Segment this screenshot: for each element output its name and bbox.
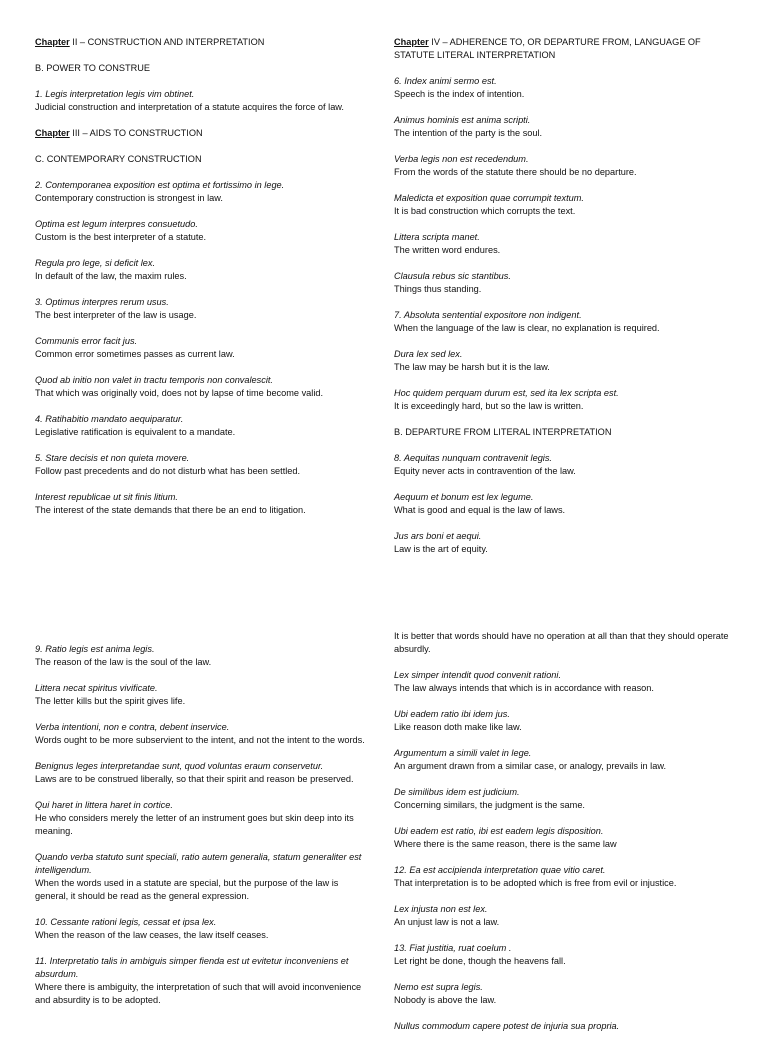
translation: Things thus standing.	[394, 284, 482, 294]
latin-maxim: Maledicta et exposition quae corrumpit textum.	[394, 193, 584, 203]
chapter-word: Chapter	[35, 37, 70, 47]
translation: Concerning similars, the judgment is the same.	[394, 800, 585, 810]
maxim	[394, 786, 729, 812]
maxim	[35, 491, 370, 517]
chapter-word: Chapter	[35, 128, 70, 138]
chapter-title: IV – ADHERENCE TO, OR DEPARTURE FROM, LANGUAGE OF STATUTE LITERAL INTERPRETATION	[394, 37, 701, 60]
latin-maxim: 1. Legis interpretation legis vim obtinet.	[35, 89, 195, 99]
maxim	[35, 851, 370, 903]
translation: Speech is the index of intention.	[394, 89, 525, 99]
column-2	[394, 36, 729, 569]
latin-maxim: Ubi eadem est ratio, ibi est eadem legis disposition.	[394, 826, 604, 836]
latin-maxim: Hoc quidem perquam durum est, sed ita lex scripta est.	[394, 388, 619, 398]
translation: Like reason doth make like law.	[394, 722, 522, 732]
translation: It is exceedingly hard, but so the law is written.	[394, 401, 584, 411]
latin-maxim: 6. Index animi sermo est.	[394, 76, 497, 86]
maxim	[35, 179, 370, 205]
maxim	[35, 916, 370, 942]
maxim	[394, 530, 729, 556]
latin-maxim: Littera necat spiritus vivificate.	[35, 683, 158, 693]
maxim	[35, 335, 370, 361]
maxim	[35, 413, 370, 439]
translation: Equity never acts in contravention of the law.	[394, 466, 576, 476]
maxim	[35, 218, 370, 244]
latin-maxim: 12. Ea est accipienda interpretation quae vitio caret.	[394, 865, 606, 875]
translation: Laws are to be construed liberally, so that their spirit and reason be preserved.	[35, 774, 354, 784]
chapter-2-heading	[35, 36, 370, 49]
maxim	[35, 257, 370, 283]
latin-maxim: Regula pro lege, si deficit lex.	[35, 258, 156, 268]
translation: Where there is ambiguity, the interpretation of such that will avoid inconvenience and absurdity is to be adopted.	[35, 982, 362, 1005]
latin-maxim: 5. Stare decisis et non quieta movere.	[35, 453, 190, 463]
maxim	[35, 682, 370, 708]
maxim	[35, 955, 370, 1007]
latin-maxim: Littera scripta manet.	[394, 232, 480, 242]
maxim	[394, 825, 729, 851]
translation: Where there is the same reason, there is the same law	[394, 839, 617, 849]
translation: The law always intends that which is in accordance with reason.	[394, 683, 654, 693]
maxim	[394, 708, 729, 734]
latin-maxim: Quod ab initio non valet in tractu temporis non convalescit.	[35, 375, 273, 385]
section-heading: B. DEPARTURE FROM LITERAL INTERPRETATION	[394, 427, 612, 437]
maxim	[35, 374, 370, 400]
maxim	[394, 270, 729, 296]
latin-maxim: Communis error facit jus.	[35, 336, 138, 346]
maxim	[394, 75, 729, 101]
maxim	[35, 760, 370, 786]
latin-maxim: Lex simper intendit quod convenit rationi.	[394, 670, 562, 680]
latin-maxim: Clausula rebus sic stantibus.	[394, 271, 511, 281]
translation: Common error sometimes passes as current law.	[35, 349, 235, 359]
latin-maxim: Nemo est supra legis.	[394, 982, 483, 992]
latin-maxim: Jus ars boni et aequi.	[394, 531, 482, 541]
translation: An unjust law is not a law.	[394, 917, 500, 927]
maxim	[394, 452, 729, 478]
latin-maxim: 3. Optimus interpres rerum usus.	[35, 297, 169, 307]
translation: That interpretation is to be adopted which is free from evil or injustice.	[394, 878, 677, 888]
maxim	[394, 231, 729, 257]
translation: The law may be harsh but it is the law.	[394, 362, 550, 372]
translation: Legislative ratification is equivalent to a mandate.	[35, 427, 236, 437]
translation: What is good and equal is the law of laws.	[394, 505, 566, 515]
latin-maxim: De similibus idem est judicium.	[394, 787, 520, 797]
section-heading: C. CONTEMPORARY CONSTRUCTION	[35, 154, 202, 164]
translation: Follow past precedents and do not disturb what has been settled.	[35, 466, 301, 476]
latin-maxim: Optima est legum interpres consuetudo.	[35, 219, 198, 229]
translation: When the words used in a statute are special, but the purpose of the law is general, it should be read as the general expression.	[35, 878, 339, 901]
translation: Words ought to be more subservient to the intent, and not the intent to the words.	[35, 735, 365, 745]
latin-maxim: Animus hominis est anima scripti.	[394, 115, 531, 125]
translation: In default of the law, the maxim rules.	[35, 271, 187, 281]
latin-maxim: 2. Contemporanea exposition est optima et fortissimo in lege.	[35, 180, 285, 190]
latin-maxim: 4. Ratihabitio mandato aequiparatur.	[35, 414, 184, 424]
translation: When the reason of the law ceases, the law itself ceases.	[35, 930, 269, 940]
latin-maxim: Nullus commodum capere potest de injuria sua propria.	[394, 1021, 620, 1031]
translation: Law is the art of equity.	[394, 544, 488, 554]
chapter-word: Chapter	[394, 37, 429, 47]
translation: The letter kills but the spirit gives life.	[35, 696, 186, 706]
translation: He who considers merely the letter of an instrument goes but skin deep into its meaning.	[35, 813, 354, 836]
latin-maxim: 10. Cessante rationi legis, cessat et ipsa lex.	[35, 917, 217, 927]
maxim	[394, 981, 729, 1007]
translation: Let right be done, though the heavens fall.	[394, 956, 566, 966]
translation: The intention of the party is the soul.	[394, 128, 543, 138]
maxim	[394, 491, 729, 517]
latin-maxim: 13. Fiat justitia, ruat coelum .	[394, 943, 512, 953]
latin-maxim: Ubi eadem ratio ibi idem jus.	[394, 709, 510, 719]
maxim	[35, 721, 370, 747]
maxim	[35, 88, 370, 114]
translation: An argument drawn from a similar case, or analogy, prevails in law.	[394, 761, 666, 771]
maxim	[394, 669, 729, 695]
translation: The best interpreter of the law is usage.	[35, 310, 197, 320]
maxim	[394, 348, 729, 374]
latin-maxim: Benignus leges interpretandae sunt, quod voluntas eraum conservetur.	[35, 761, 324, 771]
latin-maxim: Qui haret in littera haret in cortice.	[35, 800, 173, 810]
maxim	[35, 799, 370, 838]
latin-maxim: 11. Interpretatio talis in ambiguis simper fienda est ut evitetur inconveniens et absurdum.	[35, 956, 349, 979]
latin-maxim: 7. Absoluta sentential expositore non indigent.	[394, 310, 582, 320]
section-heading: B. POWER TO CONSTRUE	[35, 63, 151, 73]
latin-maxim: Quando verba statuto sunt speciali, ratio autem generalia, statum generaliter est intelligendum.	[35, 852, 362, 875]
column-3	[35, 643, 370, 1020]
maxim	[394, 747, 729, 773]
column-4	[394, 630, 729, 1046]
maxim	[394, 864, 729, 890]
translation: The reason of the law is the soul of the law.	[35, 657, 212, 667]
maxim	[394, 192, 729, 218]
translation: Nobody is above the law.	[394, 995, 497, 1005]
chapter-title: III – AIDS TO CONSTRUCTION	[69, 128, 203, 138]
latin-maxim: 9. Ratio legis est anima legis.	[35, 644, 155, 654]
lead-paragraph: It is better that words should have no operation at all than that they should operate absurdly.	[394, 631, 729, 654]
latin-maxim: Verba intentioni, non e contra, debent inservice.	[35, 722, 230, 732]
latin-maxim: 8. Aequitas nunquam contravenit legis.	[394, 453, 552, 463]
translation: Contemporary construction is strongest in law.	[35, 193, 223, 203]
latin-maxim: Dura lex sed lex.	[394, 349, 463, 359]
latin-maxim: Verba legis non est recedendum.	[394, 154, 529, 164]
translation: When the language of the law is clear, no explanation is required.	[394, 323, 660, 333]
translation: It is bad construction which corrupts the text.	[394, 206, 576, 216]
translation: Custom is the best interpreter of a statute.	[35, 232, 207, 242]
maxim-list	[35, 179, 370, 517]
column-1	[35, 36, 370, 530]
latin-maxim: Argumentum a simili valet in lege.	[394, 748, 532, 758]
chapter-3-heading	[35, 127, 370, 140]
translation: The written word endures.	[394, 245, 501, 255]
maxim	[394, 153, 729, 179]
maxim	[394, 114, 729, 140]
maxim	[394, 942, 729, 968]
maxim	[35, 643, 370, 669]
translation: The interest of the state demands that there be an end to litigation.	[35, 505, 306, 515]
translation: That which was originally void, does not by lapse of time become valid.	[35, 388, 324, 398]
latin-maxim: Lex injusta non est lex.	[394, 904, 488, 914]
chapter-title: II – CONSTRUCTION AND INTERPRETATION	[69, 37, 265, 47]
latin-maxim: Interest republicae ut sit finis litium.	[35, 492, 178, 502]
maxim	[394, 387, 729, 413]
maxim	[35, 452, 370, 478]
maxim	[394, 309, 729, 335]
translation: Judicial construction and interpretation of a statute acquires the force of law.	[35, 102, 344, 112]
maxim	[394, 903, 729, 929]
latin-maxim: Aequum et bonum est lex legume.	[394, 492, 534, 502]
chapter-4-heading	[394, 36, 729, 62]
translation: From the words of the statute there should be no departure.	[394, 167, 637, 177]
maxim	[35, 296, 370, 322]
maxim	[394, 1020, 729, 1033]
